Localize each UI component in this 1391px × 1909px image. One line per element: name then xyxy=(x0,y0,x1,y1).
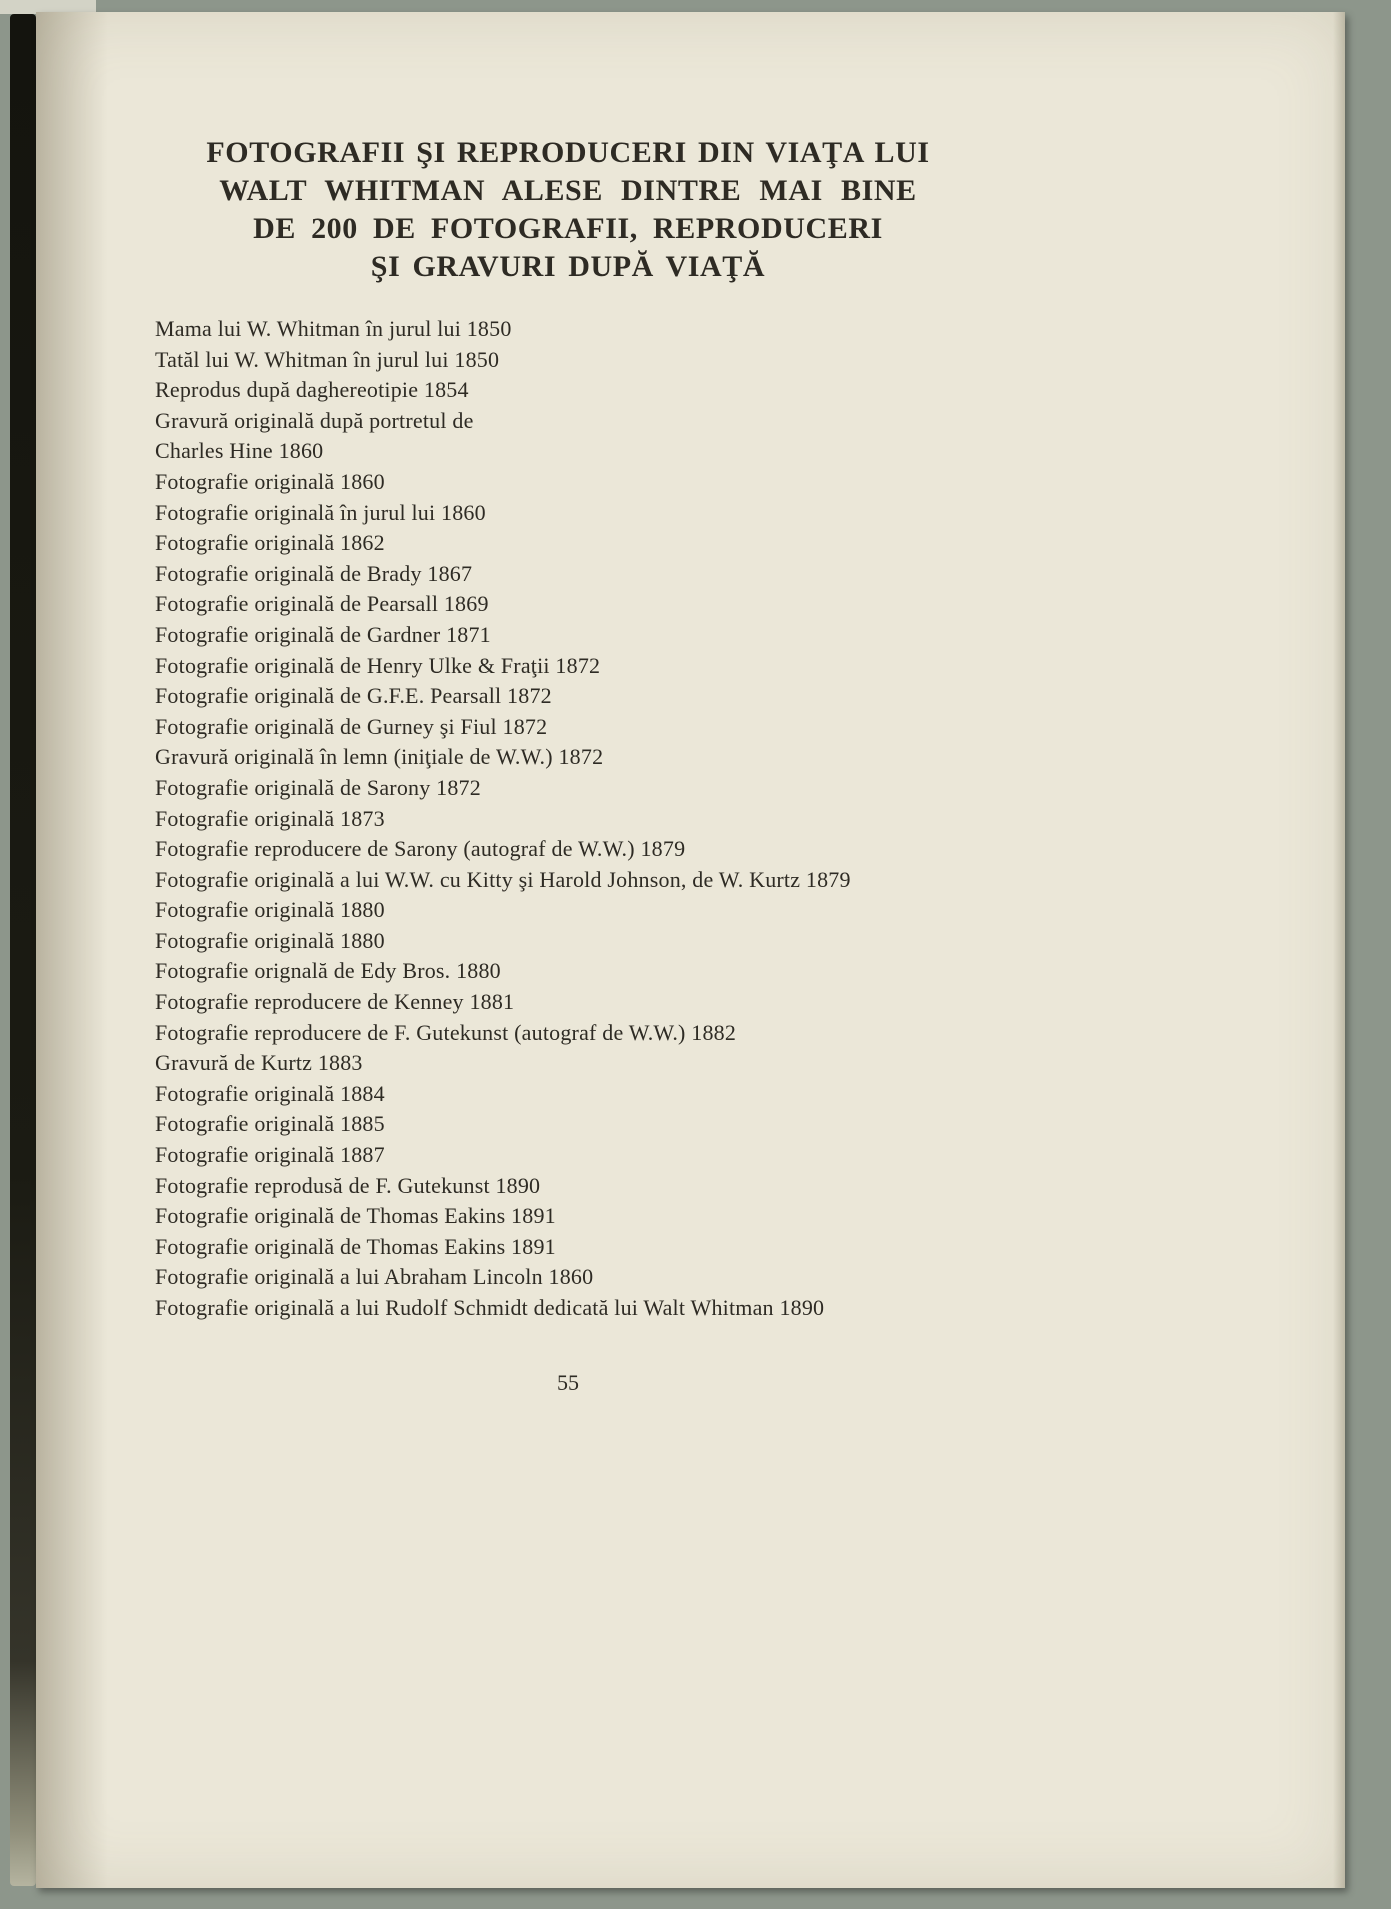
list-item: Fotografie originală de Henry Ulke & Fraţii 1872 xyxy=(155,652,601,678)
list-item: Charles Hine 1860 xyxy=(155,438,324,464)
list-item: Fotografie originală a lui Abraham Lincoln 1860 xyxy=(155,1264,594,1290)
list-item: Fotografie originală 1860 xyxy=(155,468,385,494)
list-item: Fotografie originală 1885 xyxy=(155,1111,385,1137)
list-item: Fotografie originală 1887 xyxy=(155,1142,385,1168)
title-line: WALT WHITMAN ALESE DINTRE MAI BINE xyxy=(219,174,917,207)
page-title xyxy=(151,134,985,286)
list-item: Fotografie originală a lui W.W. cu Kitty şi Harold Johnson, de W. Kurtz 1879 xyxy=(155,866,851,892)
list-item: Fotografie originală de Brady 1867 xyxy=(155,560,473,586)
list-item: Mama lui W. Whitman în jurul lui 1850 xyxy=(155,316,512,341)
photo-list xyxy=(155,314,1325,1324)
list-item: Fotografie originală de Gardner 1871 xyxy=(155,621,491,647)
list-item: Fotografie originală 1873 xyxy=(155,805,385,831)
list-item: Fotografie originală 1884 xyxy=(155,1080,385,1106)
scanned-page xyxy=(36,12,1345,1888)
list-item: Fotografie originală de Thomas Eakins 1891 xyxy=(155,1203,556,1229)
list-item: Fotografie orignală de Edy Bros. 1880 xyxy=(155,958,501,984)
list-item: Fotografie reproducere de F. Gutekunst (autograf de W.W.) 1882 xyxy=(155,1019,737,1045)
page-number: 55 xyxy=(557,1370,579,1395)
list-item: Fotografie originală de Pearsall 1869 xyxy=(155,591,489,617)
title-line: FOTOGRAFII ŞI REPRODUCERI DIN VIAŢA LUI xyxy=(206,136,930,169)
list-item: Gravură originală după portretul de xyxy=(155,407,474,433)
list-item: Fotografie originală de Sarony 1872 xyxy=(155,774,481,800)
list-item: Fotografie originală de Thomas Eakins 1891 xyxy=(155,1233,556,1259)
book-spine-shadow xyxy=(10,14,36,1886)
list-item: Fotografie originală 1880 xyxy=(155,897,385,923)
list-item: Fotografie reprodusă de F. Gutekunst 1890 xyxy=(155,1172,541,1198)
list-item: Fotografie originală 1862 xyxy=(155,530,385,556)
title-line: DE 200 DE FOTOGRAFII, REPRODUCERI xyxy=(253,212,883,245)
list-item: Reprodus după daghereotipie 1854 xyxy=(155,377,469,403)
list-item: Gravură de Kurtz 1883 xyxy=(155,1050,363,1076)
list-item: Fotografie reproducere de Kenney 1881 xyxy=(155,989,515,1015)
list-item: Fotografie originală a lui Rudolf Schmidt dedicată lui Walt Whitman 1890 xyxy=(155,1295,825,1320)
list-item: Tatăl lui W. Whitman în jurul lui 1850 xyxy=(155,346,500,372)
list-item: Fotografie originală în jurul lui 1860 xyxy=(155,499,486,525)
list-item: Fotografie originală 1880 xyxy=(155,927,385,953)
list-item: Fotografie originală de Gurney şi Fiul 1872 xyxy=(155,713,548,739)
list-item: Fotografie originală de G.F.E. Pearsall 1872 xyxy=(155,683,552,709)
list-item: Gravură originală în lemn (iniţiale de W.W.) 1872 xyxy=(155,744,604,770)
list-item: Fotografie reproducere de Sarony (autograf de W.W.) 1879 xyxy=(155,836,686,862)
title-line: ŞI GRAVURI DUPĂ VIAŢĂ xyxy=(370,250,766,283)
